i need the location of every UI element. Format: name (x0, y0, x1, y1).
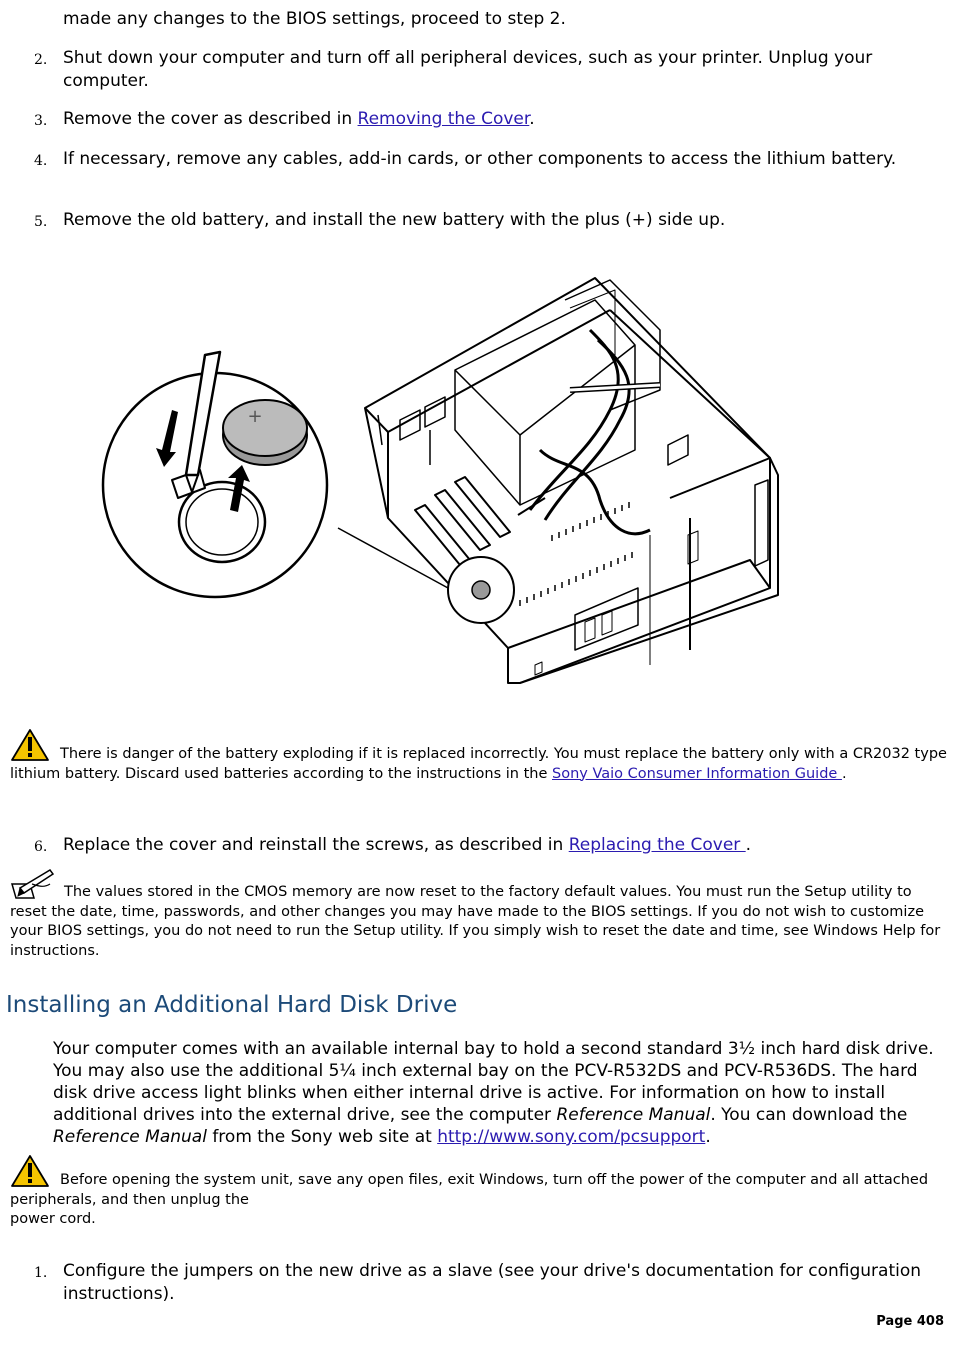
step-number: 3. (34, 113, 48, 129)
step-text: Configure the jumpers on the new drive as a slave (see your drive's documentation for configuration instructions). (63, 1261, 922, 1304)
note-pencil-icon (10, 866, 54, 900)
step-number: 4. (34, 153, 48, 169)
sony-vaio-consumer-guide-link[interactable]: Sony Vaio Consumer Information Guide (552, 765, 842, 782)
step-number: 5. (34, 214, 48, 230)
battery-plus-sign: + (247, 406, 263, 427)
step-text: Remove the old battery, and install the new battery with the plus (+) side up. (63, 210, 726, 230)
warning-icon (10, 1154, 50, 1188)
replacing-the-cover-link[interactable]: Replacing the Cover (568, 835, 746, 855)
battery-replacement-illustration (90, 270, 790, 690)
section-paragraph: Your computer comes with an available internal bay to hold a second standard 3½ inch hard disk drive. You may also use the additional 5¼ inch external bay on the PCV-R532DS and PCV-R536DS. The hard disk drive access light blinks when either internal drive is active. For information on how to install additional drives into the external drive, see the computer Reference Manual. You can download the Reference Manual from the Sony web site at http://www.sony.com/pcsupport. (53, 1039, 934, 1147)
step-text: If necessary, remove any cables, add-in cards, or other components to access the lithium battery. (63, 149, 897, 169)
sony-pcsupport-link[interactable]: http://www.sony.com/pcsupport (437, 1127, 706, 1147)
step-number: 1. (34, 1265, 48, 1281)
page-number: Page 408 (876, 1314, 944, 1329)
removing-the-cover-link[interactable]: Removing the Cover (357, 109, 530, 129)
cmos-reset-note: The values stored in the CMOS memory are now reset to the factory default values. You must run the Setup utility to reset the date, time, passwords, and other changes you may have made to the BIOS settings. If you do not wish to customize your BIOS settings, you do not need to run the Setup utility. If you simply wish to reset the date and time, see Windows Help for instructions. (10, 866, 950, 961)
step-text: Shut down your computer and turn off all peripheral devices, such as your printer. Unplug your computer. (63, 48, 873, 91)
warning-note-battery: There is danger of the battery exploding if it is replaced incorrectly. You must replace the battery only with a CR2032 type lithium battery. Discard used batteries according to the instructions in the Sony Vaio Consumer Information Guide . (10, 728, 950, 784)
step-number: 6. (34, 839, 48, 855)
warning-note-power: Before opening the system unit, save any open files, exit Windows, turn off the power of the computer and all attached peripherals, and then unplug the power cord. (10, 1154, 950, 1230)
warning-icon (10, 728, 50, 762)
section-title: Installing an Additional Hard Disk Drive (6, 992, 458, 1018)
step-number: 2. (34, 52, 48, 68)
